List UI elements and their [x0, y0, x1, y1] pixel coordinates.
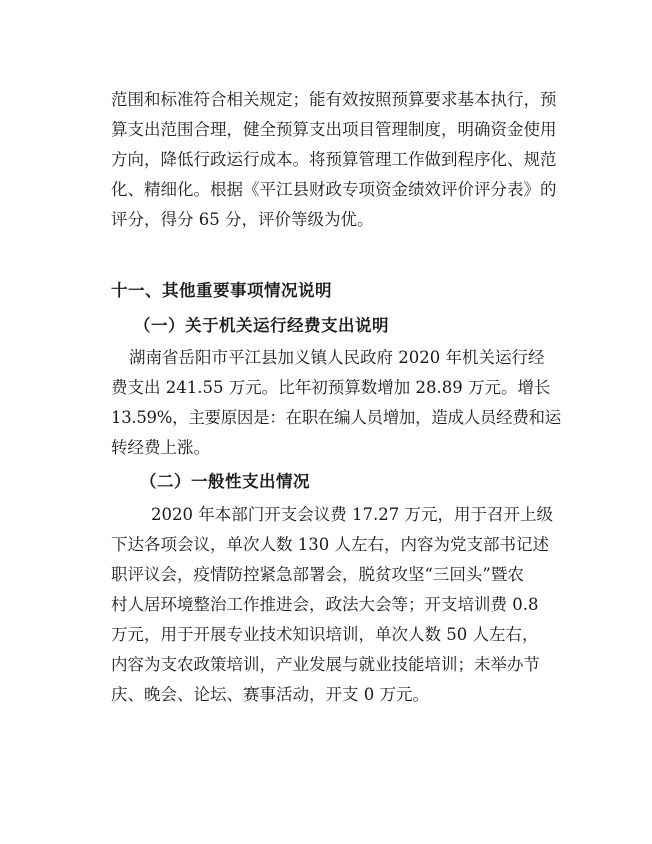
text-line: 化、精细化。根据《平江县财政专项资金绩效评价评分表》的	[111, 180, 557, 199]
text-line: 费支出 241.55 万元。比年初预算数增加 28.89 万元。增长	[111, 378, 551, 397]
operating-expenses-paragraph	[111, 343, 561, 463]
text-line: 庆、晚会、论坛、赛事活动，开支 0 万元。	[111, 685, 429, 704]
text-line: 湖南省岳阳市平江县加义镇人民政府 2020 年机关运行经	[129, 348, 545, 367]
text-line: 2020 年本部门开支会议费 17.27 万元，用于召开上级	[151, 505, 553, 524]
text-line: 下达各项会议，单次人数 130 人左右，内容为党支部书记述	[111, 535, 549, 554]
text-line: 评分，得分 65 分，评价等级为优。	[111, 210, 374, 229]
text-line: 转经费上涨。	[111, 438, 210, 457]
text-line: 范围和标准符合相关规定；能有效按照预算要求基本执行，预	[111, 90, 557, 109]
text-line: 职评议会，疫情防控紧急部署会，脱贫攻坚“三回头”暨农	[111, 565, 524, 584]
section-heading-other-matters: 十一、其他重要事项情况说明	[111, 281, 332, 300]
text-line: 内容为支农政策培训，产业发展与就业技能培训；未举办节	[111, 655, 540, 674]
text-line: 万元，用于开展专业技术知识培训，单次人数 50 人左右，	[111, 625, 539, 644]
text-line: 13.59%，主要原因是：在职在编人员增加，造成人员经费和运	[111, 408, 561, 427]
subsection-heading-general-expenditure: （二）一般性支出情况	[140, 472, 310, 491]
performance-evaluation-paragraph	[111, 85, 561, 235]
text-line: 村人居环境整治工作推进会，政法大会等；开支培训费 0.8	[111, 595, 539, 614]
subsection-heading-operating-expenses: （一）关于机关运行经费支出说明	[134, 316, 389, 335]
general-expenditure-paragraph	[111, 500, 561, 710]
text-line: 方向，降低行政运行成本。将预算管理工作做到程序化、规范	[111, 150, 557, 169]
text-line: 算支出范围合理，健全预算支出项目管理制度，明确资金使用	[111, 120, 557, 139]
